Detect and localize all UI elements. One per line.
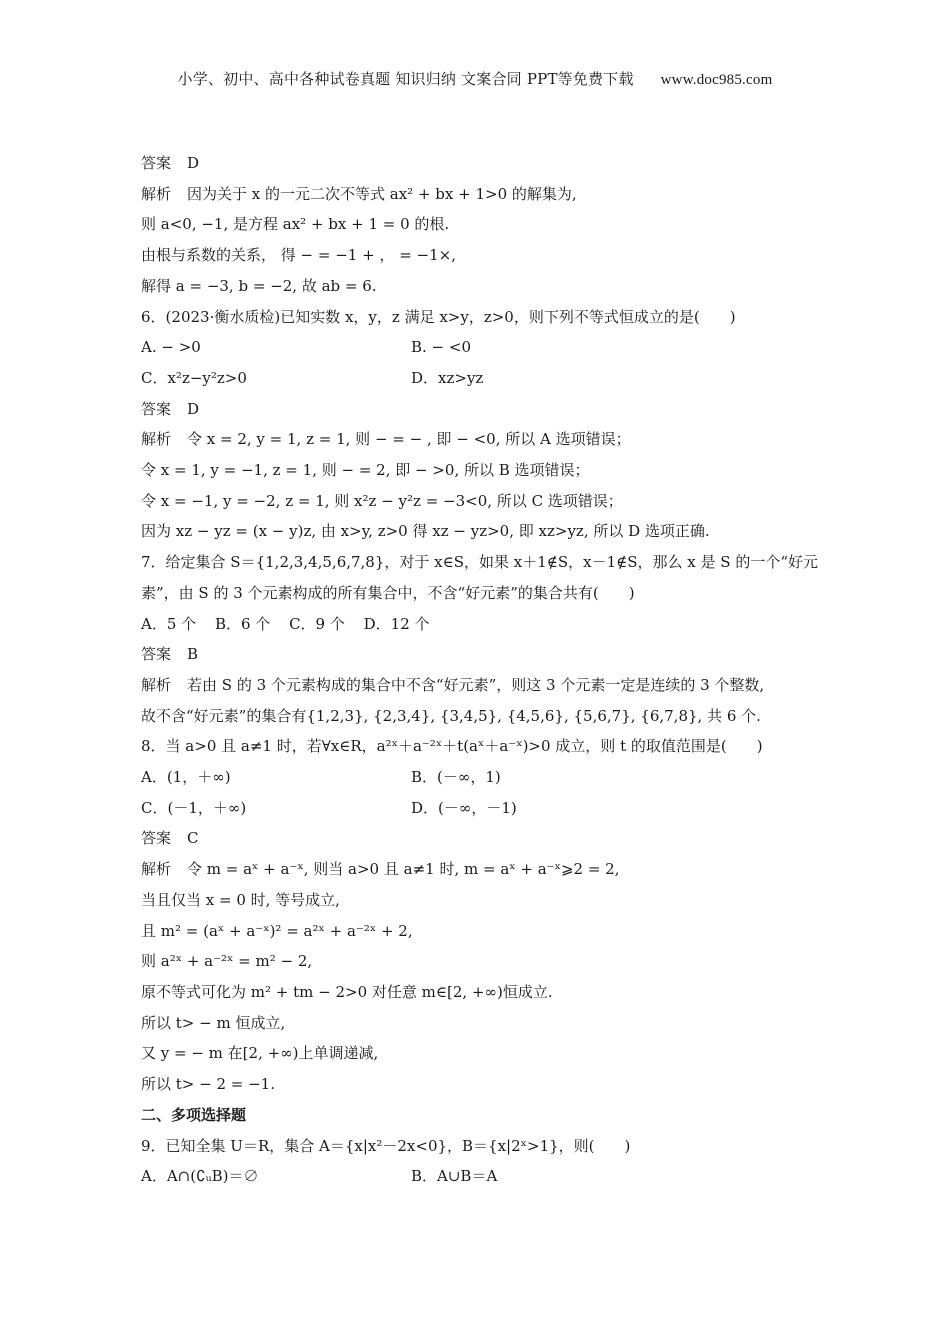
q7-answer-line [141,639,821,670]
q8-answer-line [141,823,821,854]
q8-analysis-line: 所以 t> − m 恒成立, [141,1013,286,1032]
answer-label: 答案 [141,829,172,848]
q7-answer: B [187,645,199,664]
q8-options-row [141,793,821,824]
q8-option-a: A．(1，＋∞) [141,768,231,787]
q7-option-c: C．9 个 [289,614,345,633]
q6-analysis-line: 令 x = 1, y = −1, z = 1, 则 − = 2, 即 − >0, 所以 B 选项错误； [141,461,590,480]
page-header [0,68,950,89]
q6-stem: 6．(2023·衡水质检)已知实数 x，y，z 满足 x>y，z>0，则下列不等式恒成立的是( ) [141,307,736,326]
section-heading: 二、多项选择题 [141,1105,247,1124]
q8-analysis-line: 又 y = − m 在[2, +∞)上单调递减, [141,1044,379,1063]
q6-analysis-text: 令 x = 2, y = 1, z = 1, 则 − = − , 即 − <0, 所以 A 选项错误； [187,430,631,449]
q8-analysis-line [141,854,821,885]
q5-analysis-line: 解得 a = −3, b = −2, 故 ab = 6. [141,276,377,295]
analysis-label: 解析 [141,430,172,449]
q8-analysis-line: 且 m² = (aˣ + a⁻ˣ)² = a²ˣ + a⁻²ˣ + 2, [141,921,413,940]
header-text: 小学、初中、高中各种试卷真题 知识归纳 文案合同 PPT等免费下载 [177,70,634,88]
analysis-label: 解析 [141,860,172,879]
q6-analysis-line [141,424,821,455]
q8-option-c: C．(－1，＋∞) [141,798,247,817]
answer-label: 答案 [141,154,172,172]
q5-answer: D [187,154,200,172]
q5-analysis-line [141,179,821,210]
q9-option-b: B．A∪B＝A [411,1167,498,1186]
header-url[interactable]: www.doc985.com [660,72,773,88]
q7-options-row [141,609,821,640]
q5-analysis-line: 由根与系数的关系， 得 − = −1 + ， = −1×, [141,246,456,265]
answer-label: 答案 [141,645,172,664]
q8-analysis-line: 原不等式可化为 m² + tm − 2>0 对任意 m∈[2, +∞)恒成立. [141,982,553,1001]
q9-options-row [141,1161,821,1192]
document-body [141,148,821,1192]
q7-analysis-line: 故不含“好元素”的集合有{1,2,3}, {2,3,4}, {3,4,5}, {4,5,6}, {5,6,7}, {6,7,8}, 共 6 个. [141,706,761,725]
q6-answer-line [141,394,821,425]
q9-option-a: A．A∩(∁ᵤB)＝∅ [141,1167,259,1186]
q7-analysis-text: 若由 S 的 3 个元素构成的集合中不含“好元素”，则这 3 个元素一定是连续的 3 个整数, [187,675,765,694]
analysis-label: 解析 [141,184,172,203]
q6-analysis-line: 因为 xz − yz = (x − y)z, 由 x>y, z>0 得 xz − yz>0, 即 xz>yz, 所以 D 选项正确. [141,522,710,541]
q8-analysis-line: 则 a²ˣ + a⁻²ˣ = m² − 2, [141,952,313,971]
q6-option-a: A. − >0 [141,338,201,357]
q8-analysis-text: 令 m = aˣ + a⁻ˣ, 则当 a>0 且 a≠1 时, m = aˣ + a⁻ˣ⩾2 = 2, [187,860,620,879]
q5-answer-line [141,148,821,179]
q6-option-b: B. − <0 [411,338,472,357]
q7-option-b: B．6 个 [214,614,271,633]
q7-stem: 7．给定集合 S＝{1,2,3,4,5,6,7,8}，对于 x∈S，如果 x＋1∉S，x－1∉S，那么 x 是 S 的一个“好元素”，由 S 的 3 个元素构成的所有集合中，不含“好元素”的集合共有( ) [141,553,819,602]
q8-option-b: B．(－∞，1) [411,768,501,787]
q5-analysis-text: 因为关于 x 的一元二次不等式 ax² + bx + 1>0 的解集为, [187,184,577,203]
analysis-label: 解析 [141,675,172,694]
q6-analysis-line: 令 x = −1, y = −2, z = 1, 则 x²z − y²z = −3<0, 所以 C 选项错误； [141,491,623,510]
q6-options-row [141,363,821,394]
q6-options-row [141,332,821,363]
q6-option-c: C．x²z−y²z>0 [141,368,247,387]
q8-stem: 8．当 a>0 且 a≠1 时，若∀x∈R，a²ˣ＋a⁻²ˣ＋t(aˣ＋a⁻ˣ)>0 成立，则 t 的取值范围是( ) [141,737,763,756]
answer-label: 答案 [141,399,172,418]
q7-analysis-line [141,670,821,701]
q8-analysis-line: 所以 t> − 2 = −1. [141,1075,275,1094]
q7-option-a: A．5 个 [141,614,197,633]
q8-analysis-line: 当且仅当 x = 0 时, 等号成立, [141,890,340,909]
q8-options-row [141,762,821,793]
q9-stem: 9．已知全集 U＝R，集合 A＝{x|x²－2x<0}，B＝{x|2ˣ>1}，则( ) [141,1136,631,1155]
q8-answer: C [187,829,199,848]
q6-option-d: D．xz>yz [411,368,484,387]
q5-analysis-line: 则 a<0, −1, 是方程 ax² + bx + 1 = 0 的根. [141,215,450,234]
q7-option-d: D．12 个 [363,614,430,633]
q8-option-d: D．(－∞，－1) [411,798,517,817]
q6-answer: D [187,399,200,418]
